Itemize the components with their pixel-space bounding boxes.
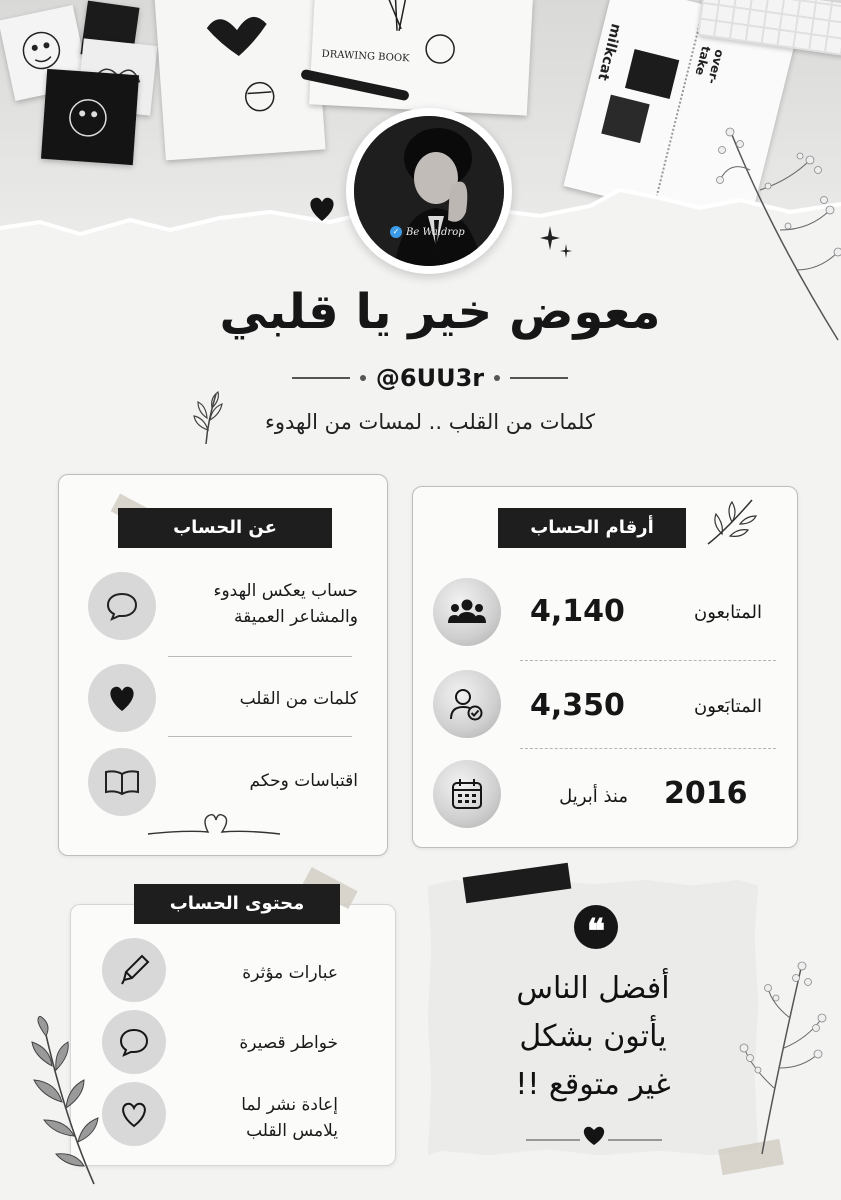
- followers-label: المتابعون: [693, 602, 762, 623]
- avatar-caption-text: Be Waldrop: [406, 226, 465, 238]
- content-item-3-line1: إعادة نشر لما: [241, 1095, 338, 1115]
- sparkle-icon: [540, 224, 574, 260]
- content-item-3-line2: يلامس القلب: [246, 1121, 338, 1141]
- stats-heading: أرقام الحساب: [498, 508, 686, 548]
- heart-icon: [106, 683, 138, 713]
- verified-icon: ✓: [390, 226, 402, 238]
- about-item-3-badge: [88, 748, 156, 816]
- content-item-2: خواطر قصيرة: [239, 1033, 338, 1053]
- content-item-3-badge: [102, 1082, 166, 1146]
- about-divider: [168, 736, 352, 737]
- handle-row: [280, 362, 580, 394]
- quote-heart-divider: [524, 1118, 664, 1148]
- calendar-icon: [450, 777, 484, 811]
- content-item-1: عبارات مؤثرة: [242, 963, 338, 983]
- about-divider: [168, 656, 352, 657]
- heart-line-flourish: [146, 808, 282, 838]
- followers-count: 4,140: [530, 594, 625, 629]
- leaf-branch-decor: [4, 1016, 104, 1186]
- about-item-2-badge: [88, 664, 156, 732]
- planner-label: milkcat: [594, 21, 624, 83]
- following-count: 4,350: [530, 688, 625, 723]
- avatar[interactable]: [354, 116, 504, 266]
- quote-text: [448, 965, 738, 1109]
- user-check-icon: [449, 687, 485, 721]
- pencil-icon: [118, 954, 150, 986]
- leaf-sprig-icon: [702, 494, 758, 550]
- leaf-sprig-icon: [192, 390, 226, 446]
- following-label: المتابَعون: [693, 696, 762, 717]
- quote-line-1: أفضل الناس: [516, 971, 670, 1006]
- stats-divider: [520, 660, 776, 661]
- open-book-icon: [104, 768, 140, 796]
- stats-row-2-badge: [433, 670, 501, 738]
- about-item-3: اقتباسات وحكم: [249, 771, 358, 791]
- about-heading: عن الحساب: [118, 508, 332, 548]
- sketchbook: [154, 0, 325, 160]
- about-item-1-badge: [88, 572, 156, 640]
- about-item-1-line1: حساب يعكس الهدوء: [213, 581, 358, 601]
- stats-divider: [520, 748, 776, 749]
- since-year: 2016: [664, 776, 748, 811]
- content-heading: محتوى الحساب: [134, 884, 340, 924]
- people-group-icon: [447, 597, 487, 627]
- speech-bubble-icon: [118, 1027, 150, 1057]
- about-item-1-line2: والمشاعر العميقة: [234, 607, 358, 627]
- about-item-1: [168, 578, 358, 630]
- profile-handle[interactable]: @6UU3r: [375, 364, 485, 392]
- drawing-book-label: DRAWING BOOK: [321, 48, 410, 65]
- stats-row-1-badge: [433, 578, 501, 646]
- content-item-2-badge: [102, 1010, 166, 1074]
- planner-label-2: over-take: [692, 44, 727, 86]
- stats-row-3-badge: [433, 760, 501, 828]
- drawing-book: [309, 0, 533, 116]
- heart-outline-icon: [118, 1099, 150, 1129]
- about-item-2: كلمات من القلب: [239, 689, 358, 709]
- quote-mark-icon: ❝: [574, 905, 618, 949]
- avatar-caption: [390, 224, 480, 240]
- handle-line-left: [292, 377, 350, 379]
- quote-line-3: غير متوقع !!: [515, 1067, 671, 1102]
- since-label: منذ أبريل: [559, 786, 628, 807]
- chat-bubble-icon: [105, 591, 139, 621]
- heart-doodle-icon: [306, 194, 338, 224]
- handle-dot-right: [494, 375, 500, 381]
- handle-dot-left: [360, 375, 366, 381]
- content-item-1-badge: [102, 938, 166, 1002]
- avatar-photo: [354, 116, 504, 266]
- dried-flower-branch: [732, 958, 832, 1158]
- handle-line-right: [510, 377, 568, 379]
- content-item-3: [188, 1092, 338, 1144]
- profile-tagline: كلمات من القلب .. لمسات من الهدوء: [265, 410, 595, 434]
- profile-name: معوض خير يا قلبي: [219, 284, 661, 340]
- quote-line-2: يأتون بشكل: [519, 1019, 667, 1054]
